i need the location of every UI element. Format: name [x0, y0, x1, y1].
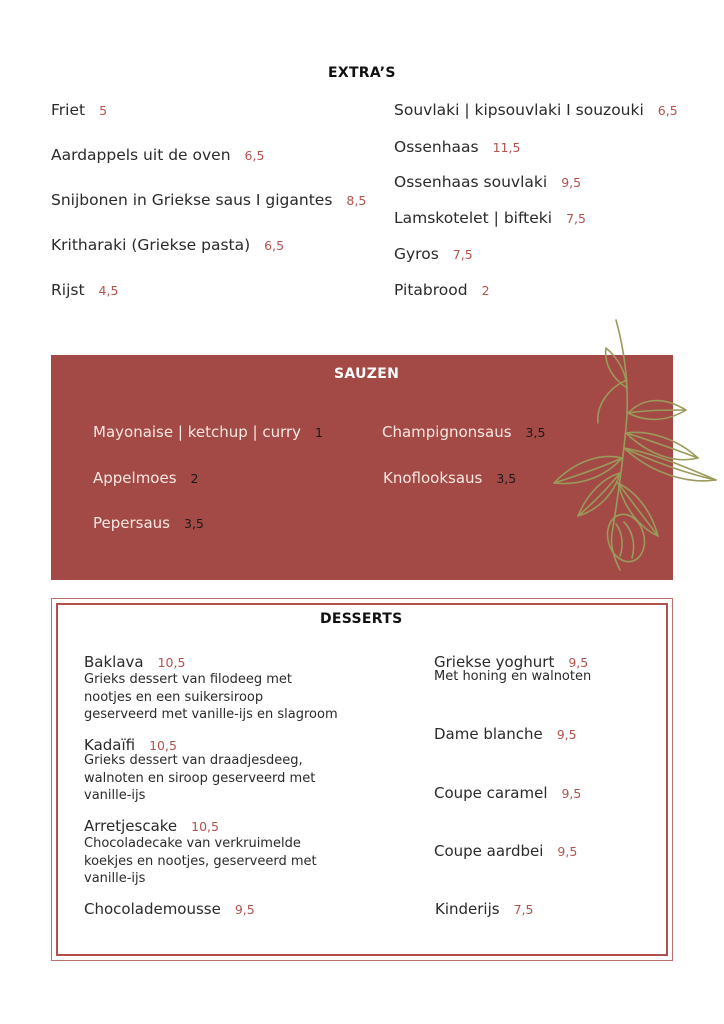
olive-branch-icon [548, 318, 724, 582]
desc-line: nootjes en een suikersiroop [84, 689, 264, 705]
item-price: 9,5 [556, 727, 577, 742]
menu-item [51, 236, 284, 254]
desc-line: vanille-ijs [84, 871, 146, 886]
item-price: 11,5 [492, 140, 521, 155]
desc-line: koekjes en nootjes, geserveerd met [84, 853, 317, 869]
item-price: 3,5 [496, 471, 517, 486]
menu-item [51, 146, 264, 164]
item-price: 2 [481, 283, 490, 298]
item-name: Baklava [84, 653, 144, 671]
item-price: 6,5 [244, 148, 265, 163]
desc-line: walnoten en siroop geserveerd met [84, 770, 316, 786]
item-name: Coupe caramel [434, 784, 548, 802]
item-price: 10,5 [149, 738, 177, 753]
item-name: Kritharaki (Griekse pasta) [51, 236, 251, 254]
item-name: Friet [51, 101, 86, 119]
sauce-item [93, 469, 199, 487]
menu-item [51, 101, 107, 119]
sauce-item [382, 423, 545, 441]
sauzen-title: SAUZEN [334, 366, 400, 382]
desc-line: geserveerd met vanille-ijs en slagroom [84, 707, 338, 722]
item-name: Appelmoes [93, 469, 177, 487]
dessert-description [84, 671, 338, 724]
item-price: 9,5 [557, 844, 578, 859]
item-price: 9,5 [234, 902, 255, 917]
dessert-item [434, 725, 577, 743]
item-name: Mayonaise | ketchup | curry [93, 423, 302, 441]
item-price: 4,5 [98, 283, 119, 298]
dessert-description [84, 752, 315, 805]
item-price: 9,5 [568, 655, 589, 670]
dessert-item [435, 900, 533, 918]
item-name: Gyros [394, 245, 439, 263]
sauce-item [93, 423, 323, 441]
dessert-item [84, 900, 255, 918]
item-price: 9,5 [561, 786, 582, 801]
item-price: 3,5 [184, 516, 204, 531]
item-price: 9,5 [561, 175, 582, 190]
item-price: 8,5 [346, 193, 367, 208]
item-price: 7,5 [566, 211, 586, 226]
dessert-item [434, 784, 581, 802]
dessert-description [84, 835, 317, 888]
sauce-item [93, 514, 204, 532]
item-name: Pitabrood [394, 281, 468, 299]
item-name: Chocolademousse [84, 900, 221, 918]
menu-item [394, 281, 490, 299]
item-name: Dame blanche [434, 725, 543, 743]
item-name: Pepersaus [93, 514, 170, 532]
item-name: Souvlaki | kipsouvlaki I souzouki [394, 101, 644, 119]
item-price: 10,5 [157, 655, 186, 670]
item-price: 7,5 [513, 902, 534, 917]
item-name: Aardappels uit de oven [51, 146, 231, 164]
extras-title: EXTRA’S [328, 65, 396, 81]
item-name: Arretjescake [84, 817, 178, 835]
sauce-item [383, 469, 516, 487]
item-price: 7,5 [452, 247, 473, 262]
menu-item [394, 173, 581, 191]
item-name: Ossenhaas [394, 138, 479, 156]
item-price: 3,5 [525, 425, 546, 440]
item-name: Champignonsaus [382, 423, 512, 441]
item-name: Lamskotelet | bifteki [394, 209, 553, 227]
item-name: Knoflooksaus [383, 469, 483, 487]
item-price: 6,5 [657, 103, 678, 118]
menu-item [394, 245, 473, 263]
desc-line: Met honing en walnoten [434, 669, 592, 684]
desserts-title: DESSERTS [320, 611, 403, 627]
menu-item [394, 138, 520, 156]
item-name: Kinderijs [435, 900, 500, 918]
dessert-item [434, 842, 577, 860]
item-name: Kadaïfi [84, 736, 136, 754]
desc-line: Grieks dessert van filodeeg met [84, 672, 293, 687]
desc-line: Chocoladecake van verkruimelde [84, 836, 301, 851]
dessert-description [434, 668, 591, 686]
menu-item [51, 281, 118, 299]
item-price: 5 [99, 103, 108, 118]
item-price: 10,5 [191, 819, 219, 834]
menu-item [394, 209, 586, 227]
dessert-item [84, 817, 219, 835]
menu-item [51, 191, 366, 209]
item-price: 1 [315, 425, 323, 440]
item-name: Rijst [51, 281, 85, 299]
item-name: Ossenhaas souvlaki [394, 173, 548, 191]
desc-line: vanille-ijs [84, 788, 146, 803]
item-name: Griekse yoghurt [434, 653, 555, 671]
desc-line: Grieks dessert van draadjesdeeg, [84, 753, 303, 768]
item-name: Snijbonen in Griekse saus I gigantes [51, 191, 333, 209]
item-price: 6,5 [264, 238, 285, 253]
item-name: Coupe aardbei [434, 842, 544, 860]
dessert-item [84, 653, 185, 671]
menu-item [394, 101, 678, 119]
item-price: 2 [190, 471, 199, 486]
